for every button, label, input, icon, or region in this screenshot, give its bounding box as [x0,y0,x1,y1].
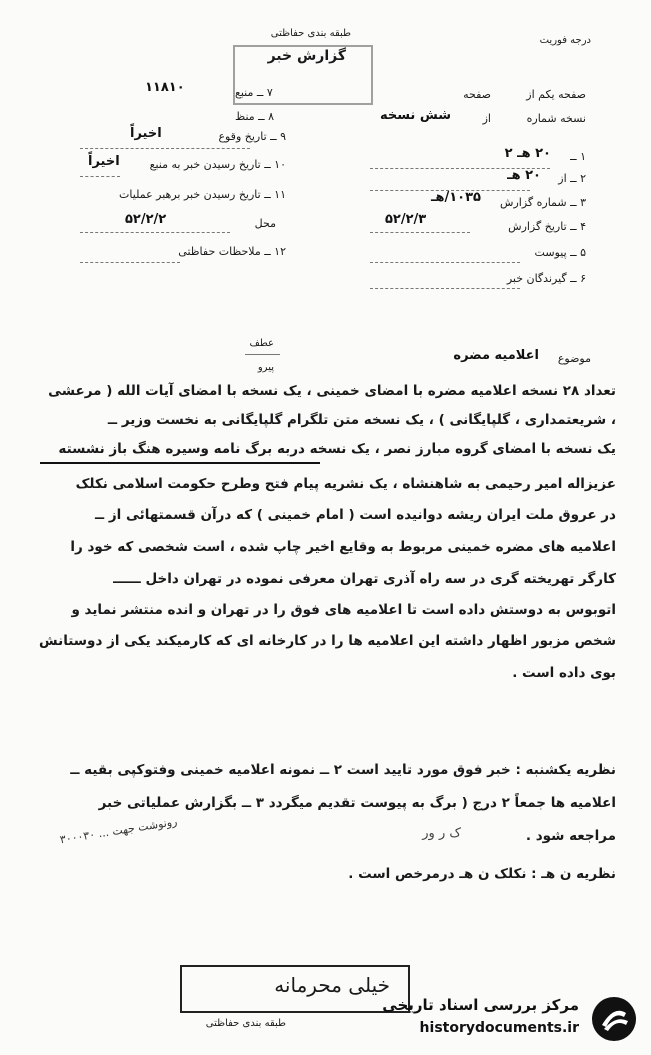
page-label: صفحه یکم از [526,88,586,101]
body-line-5: در عروق ملت ایران ریشه دوانیده است ( امام خمینی ) که درآن قسمتهائی از ــ [94,507,616,523]
reference-pyro-label: پیرو [257,362,274,373]
field-attachment-label: ۵ ــ پیوست [534,246,586,259]
field-2-value: ۲۰ هـ [507,168,541,183]
opinion-line-1: نظریه یکشنبه : خبر فوق مورد تایید است ۲ ــ نمونه اعلامیه خمینی وفتوکپی بقیه ــ [70,762,616,778]
field-operation-date-label: ۱۱ ــ تاریخ رسیدن خبر برهبر عملیات [119,188,286,201]
field-source-date-label: ۱۰ ــ تاریخ رسیدن خبر به منبع [149,158,286,171]
rule [80,148,250,149]
field-1-value: ۲۰ هـ ۲ [504,146,551,161]
field-recipients-label: ۶ ــ گیرندگان خبر [506,272,586,285]
field-1-label: ۱ ــ [570,150,586,163]
opinion-line-2: اعلامیه ها جمعاً ۲ درج ( برگ به پیوست تقدیم میگردد ۳ ــ بگزارش عملیاتی خبر [98,795,616,811]
field-2-label: ۲ ــ از [558,172,586,185]
field-location-label: محل [254,217,276,230]
body-line-6: اعلامیه های مضره خمینی مربوط به وقایع اخیر چاپ شده ، است شخصی که خود را [70,539,616,555]
field-location-value: ۵۲/۲/۲ [125,212,167,227]
body-line-8: اتوبوس به دوستش داده است تا اعلامیه های فوق را در تهران و انده منتشر نماید و [71,602,616,618]
field-report-date-value: ۵۲/۲/۳ [385,212,427,227]
rule [80,262,180,263]
body-line-3: یک نسخه با امضای گروه مبارز نصر ، یک نسخه دربه برگ نامه وسیره هنگ باز نشسته [58,441,616,457]
field-source-date-value: اخیراً [88,154,120,169]
body-line-7: کارگر تهریخته گری در سه راه آذری تهران معرفی نموده در تهران داخل ــــــ [113,571,616,587]
rule [370,262,520,263]
stamp-subtitle: طبقه بندی حفاظتی [205,1018,286,1029]
body-line-9: شخص مزبور اظهار داشته این اعلامیه ها را در کارخانه ای که کارمیکند یکی از دوستانش [39,633,616,649]
grade-label: ۸ ــ منظ [235,110,275,123]
field-occurrence-date-label: ۹ ــ تاریخ وقوع [218,130,286,143]
watermark-url: historydocuments.ir [419,1020,579,1036]
reference-atf-label: عطف [249,338,274,349]
rule [370,288,520,289]
rule [370,232,470,233]
body-line-10: بوی داده است . [512,665,616,681]
number-value: ۱۱۸۱۰ [145,80,185,95]
opinion-line-3: مراجعه شود . [525,828,616,844]
report-title: گزارش خبر [267,48,346,64]
signature-handwriting: ک ر ور [422,826,461,841]
urgency-label: درجه فوریت [539,35,591,46]
rule [245,354,280,355]
field-security-notes-label: ۱۲ ــ ملاحظات حفاظتی [178,245,286,258]
rule [80,176,120,177]
copy-value: شش نسخه [379,108,451,123]
field-report-number-label: ۳ ــ شماره گزارش [500,196,586,209]
field-occurrence-date-value: اخیراً [130,126,162,141]
body-line-2: ، شریعتمداری ، گلپایگانی ) ، یک نسخه متن تلگرام گلپایگانی به نخست وزیر ــ [107,412,616,428]
copy-from: از [482,112,491,125]
opinion-line-4: نظریه ن هـ : نکلک ن هـ درمرخص است . [348,866,616,882]
margin-handwritten-note: رونوشت جهت ... ۳۰۰۰۳۰ [58,814,179,847]
field-report-number-value: ۱۰۳۵/هـ [431,190,481,205]
classification-stamp [180,965,410,1013]
body-line-4: عزیزاله امیر رحیمی به شاهنشاه ، یک نشریه پیام فتح وطرح حکومت اسلامی نکلک [75,476,616,492]
source-label: ۷ ــ منبع [235,86,273,99]
body-underline [40,462,320,464]
body-line-1: تعداد ۲۸ نسخه اعلامیه مضره با امضای خمینی ، یک نسخه با امضای آیات الله ( مرعشی [48,383,616,399]
field-report-date-label: ۴ ــ تاریخ گزارش [508,220,586,233]
stamp-text: خیلی محرمانه [274,973,390,997]
copy-label: نسخه شماره [526,112,586,125]
subject-value: اعلامیه مضره [453,348,539,363]
classification-label: طبقه بندی حفاظتی [270,28,351,39]
subject-label: موضوع [557,352,591,365]
archive-logo-icon [590,995,638,1043]
page-suffix: صفحه [463,88,491,101]
watermark-title: مرکز بررسی اسناد تاریخی [382,996,579,1014]
rule [80,232,230,233]
